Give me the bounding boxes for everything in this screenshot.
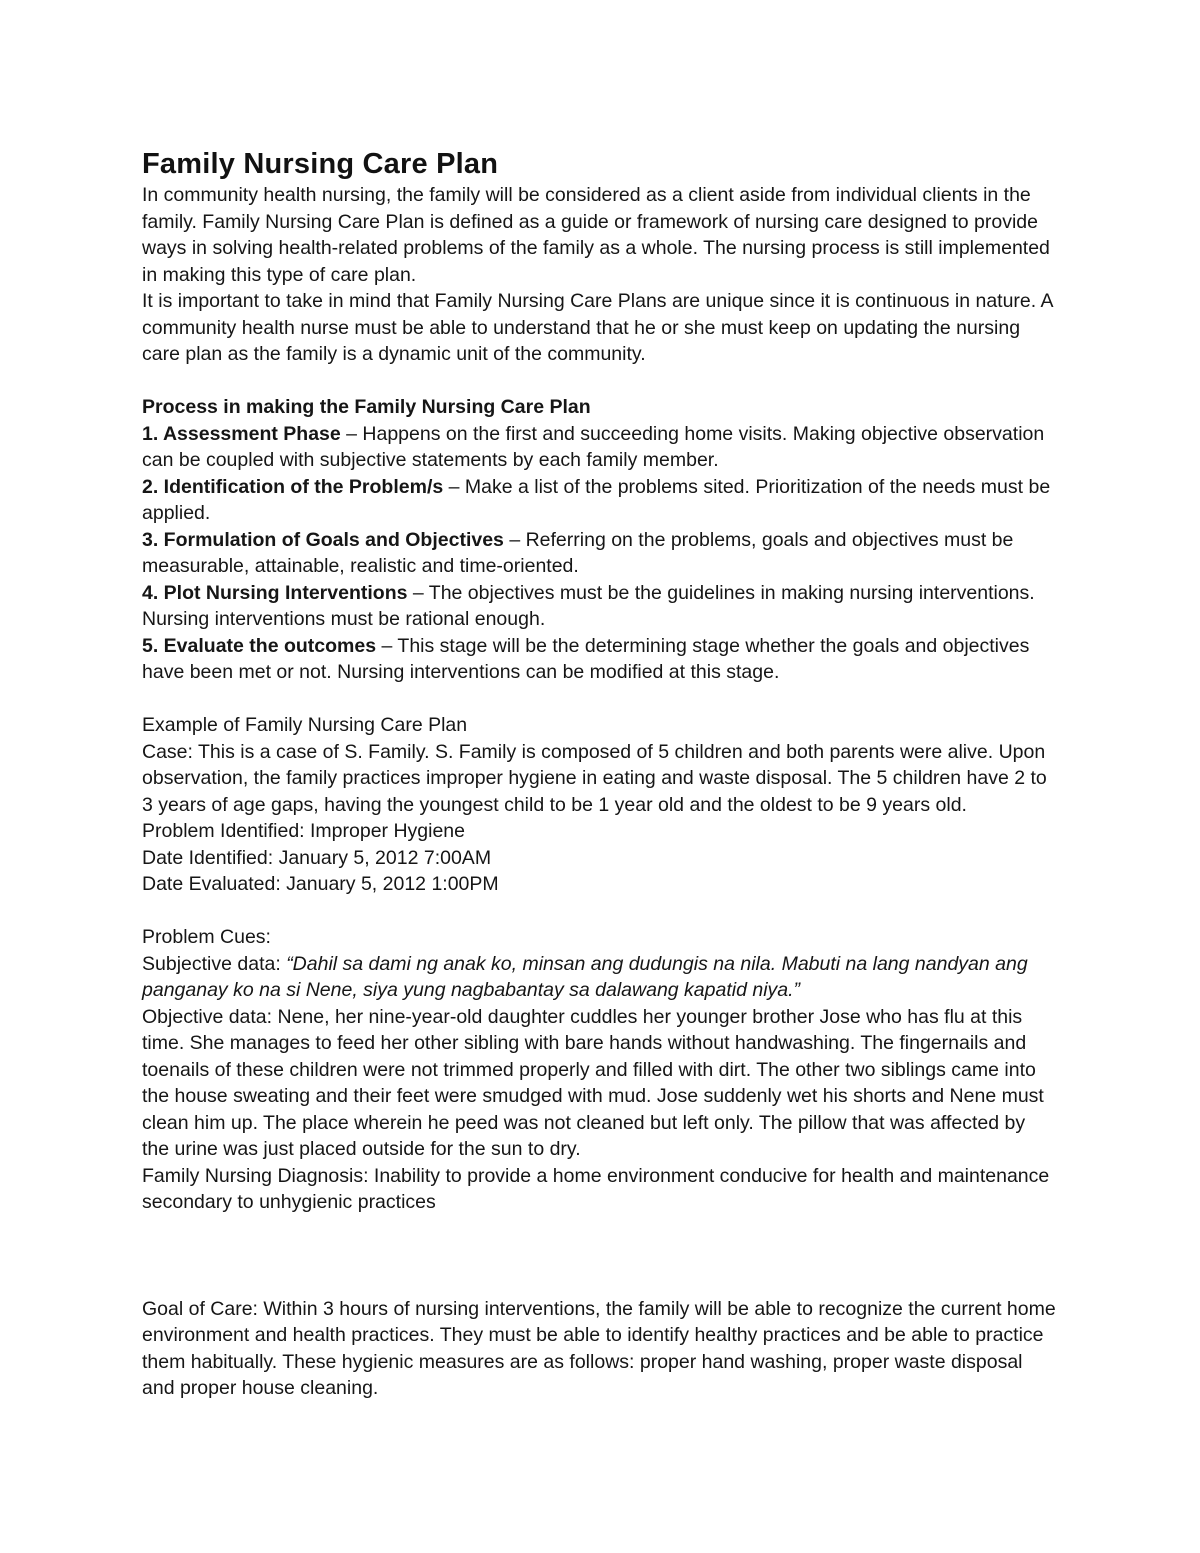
intro-paragraph-2: It is important to take in mind that Family Nursing Care Plans are unique since it is continuous in nature. A community health nurse must be able to understand that he or she must keep on updating the nursing care plan as the family is a dynamic unit of the community.: [142, 290, 1053, 365]
example-heading: Example of Family Nursing Care Plan: [142, 714, 468, 736]
process-step-4: [142, 580, 1056, 633]
objective-data: Objective data: Nene, her nine-year-old daughter cuddles her younger brother Jose who has flu at this time. She manages to feed her other sibling with bare hands without handwashing. The fingernails and toenails of these children were not trimmed properly and filled with dirt. The other two siblings came into the house sweating and their feet were smudged with mud. Jose suddenly wet his shorts and Nene must clean him up. The place wherein he peed was not cleaned but left only. The pillow that was affected by the urine was just placed outside for the sun to dry.: [142, 1005, 1044, 1160]
example-date-identified: Date Identified: January 5, 2012 7:00AM: [142, 846, 492, 869]
process-step-5: [142, 633, 1056, 686]
process-step-4-label: 4. Plot Nursing Interventions: [142, 581, 408, 604]
process-step-3: [142, 527, 1056, 580]
example-problem-identified: Problem Identified: Improper Hygiene: [142, 820, 465, 842]
process-step-2-text: – Make a list of the problems sited. Prioritization of the needs must be applied.: [142, 475, 1051, 524]
subjective-data-label: Subjective data:: [142, 952, 287, 975]
process-step-5-label: 5. Evaluate the outcomes: [142, 634, 377, 657]
document-title: Family Nursing Care Plan: [142, 148, 499, 180]
process-step-1: [142, 421, 1056, 474]
process-step-2: [142, 474, 1056, 527]
process-step-5-text: – This stage will be the determining stage whether the goals and objectives have been met or not. Nursing interventions can be modified at this stage.: [142, 634, 1030, 683]
process-step-3-text: – Referring on the problems, goals and objectives must be measurable, attainable, realistic and time-oriented.: [142, 528, 1014, 577]
goal-of-care: Goal of Care: Within 3 hours of nursing interventions, the family will be able to recognize the current home environment and health practices. They must be able to identify healthy practices and be able to practice them habitually. These hygienic measures are as follows: proper hand washing, proper waste disposal and proper house cleaning.: [142, 1297, 1056, 1399]
example-date-evaluated: Date Evaluated: January 5, 2012 1:00PM: [142, 873, 499, 895]
process-step-3-label: 3. Formulation of Goals and Objectives: [142, 528, 504, 551]
family-nursing-diagnosis: Family Nursing Diagnosis: Inability to provide a home environment conducive for health and maintenance secondary to unhygienic practices: [142, 1164, 1050, 1213]
process-step-4-text: – The objectives must be the guidelines in making nursing interventions. Nursing interventions must be rational enough.: [142, 581, 1035, 630]
subjective-data-quote: “Dahil sa dami ng anak ko, minsan ang dudungis na nila. Mabuti na lang nandyan ang panganay ko na si Nene, siya yung nagbabantay sa dalawang kapatid niya.”: [142, 952, 1028, 1001]
subjective-data: [142, 951, 1056, 1004]
problem-cues-heading: Problem Cues:: [142, 926, 271, 948]
process-step-1-text: – Happens on the first and succeeding home visits. Making objective observation can be coupled with subjective statements by each family member.: [142, 422, 1045, 471]
process-step-1-label: 1. Assessment Phase: [142, 422, 341, 445]
intro-paragraph-1: In community health nursing, the family will be considered as a client aside from individual clients in the family. Family Nursing Care Plan is defined as a guide or framework of nursing care designed to provide ways in solving health-related problems of the family as a whole. The nursing process is still implemented in making this type of care plan.: [142, 184, 1050, 286]
process-step-2-label: 2. Identification of the Problem/s: [142, 475, 444, 498]
example-case: Case: This is a case of S. Family. S. Family is composed of 5 children and both parents were alive. Upon observation, the family practices improper hygiene in eating and waste disposal. The 5 children have 2 to 3 years of age gaps, having the youngest child to be 1 year old and the oldest to be 9 years old.: [142, 740, 1047, 816]
process-heading: Process in making the Family Nursing Care Plan: [142, 396, 591, 418]
